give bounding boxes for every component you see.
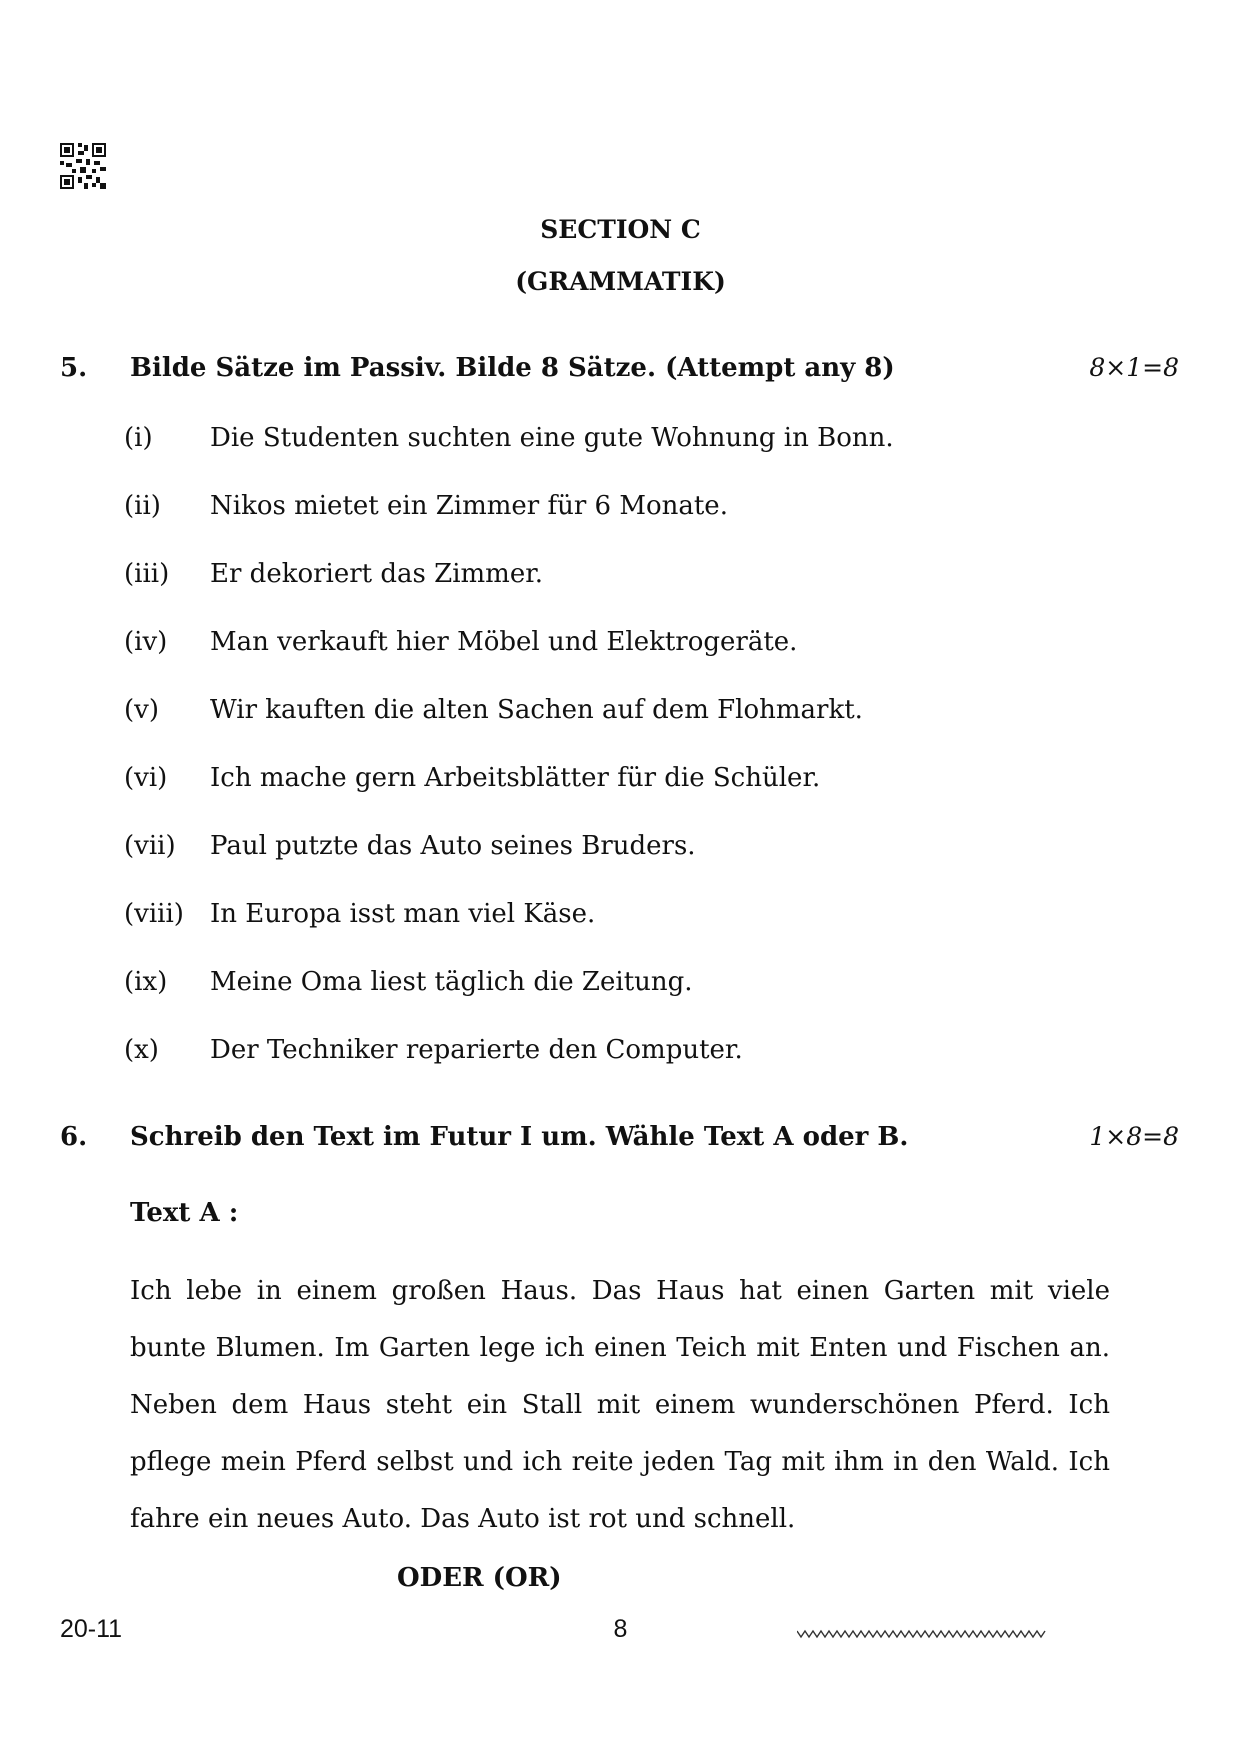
item-number: (ii) [124,491,161,521]
item-number: (i) [124,423,153,453]
qr-code-icon [60,143,106,189]
section-subtitle: (GRAMMATIK) [515,267,726,296]
paper-code: 20-11 [60,1615,123,1643]
question-5-number: 5. [60,353,88,383]
question-6-marks: 1×8=8 [1089,1122,1179,1151]
item-number: (v) [124,695,159,725]
question-5-instruction: Bilde Sätze im Passiv. Bilde 8 Sätze. (Attempt any 8) [130,353,895,383]
item-number: (vi) [124,763,168,793]
item-number: (ix) [124,967,168,997]
item-text: Meine Oma liest täglich die Zeitung. [210,967,693,997]
item-text: Wir kauften die alten Sachen auf dem Flohmarkt. [210,695,863,725]
item-text: Nikos mietet ein Zimmer für 6 Monate. [210,491,728,521]
item-number: (iii) [124,559,170,589]
item-number: (viii) [124,899,184,929]
item-text: Der Techniker reparierte den Computer. [210,1035,743,1065]
section-title: SECTION C [540,215,701,244]
item-number: (x) [124,1035,159,1065]
item-text: Die Studenten suchten eine gute Wohnung in Bonn. [210,423,894,453]
item-text: Ich mache gern Arbeitsblätter für die Schüler. [210,763,821,793]
question-5-marks: 8×1=8 [1089,353,1179,382]
wavy-line-icon [797,1627,1047,1641]
item-number: (vii) [124,831,176,861]
item-text: In Europa isst man viel Käse. [210,899,596,929]
or-label: ODER (OR) [397,1563,562,1593]
item-text: Man verkauft hier Möbel und Elektrogeräte. [210,627,798,657]
item-number: (iv) [124,627,168,657]
page-number: 8 [613,1615,628,1643]
question-6-instruction: Schreib den Text im Futur I um. Wähle Text A oder B. [130,1122,909,1152]
question-6-number: 6. [60,1122,88,1152]
text-a-paragraph: Ich lebe in einem großen Haus. Das Haus hat einen Garten mit viele bunte Blumen. Im Garten lege ich einen Teich mit Enten und Fischen an. Neben dem Haus steht ein Stall mit einem wunderschönen Pferd. Ich pflege mein Pferd selbst und ich reite jeden Tag mit ihm in den Wald. Ich fahre ein neues Auto. Das Auto ist rot und schnell. [130,1276,1110,1534]
item-text: Paul putzte das Auto seines Bruders. [210,831,696,861]
text-a-label: Text A : [130,1198,239,1228]
item-text: Er dekoriert das Zimmer. [210,559,544,589]
